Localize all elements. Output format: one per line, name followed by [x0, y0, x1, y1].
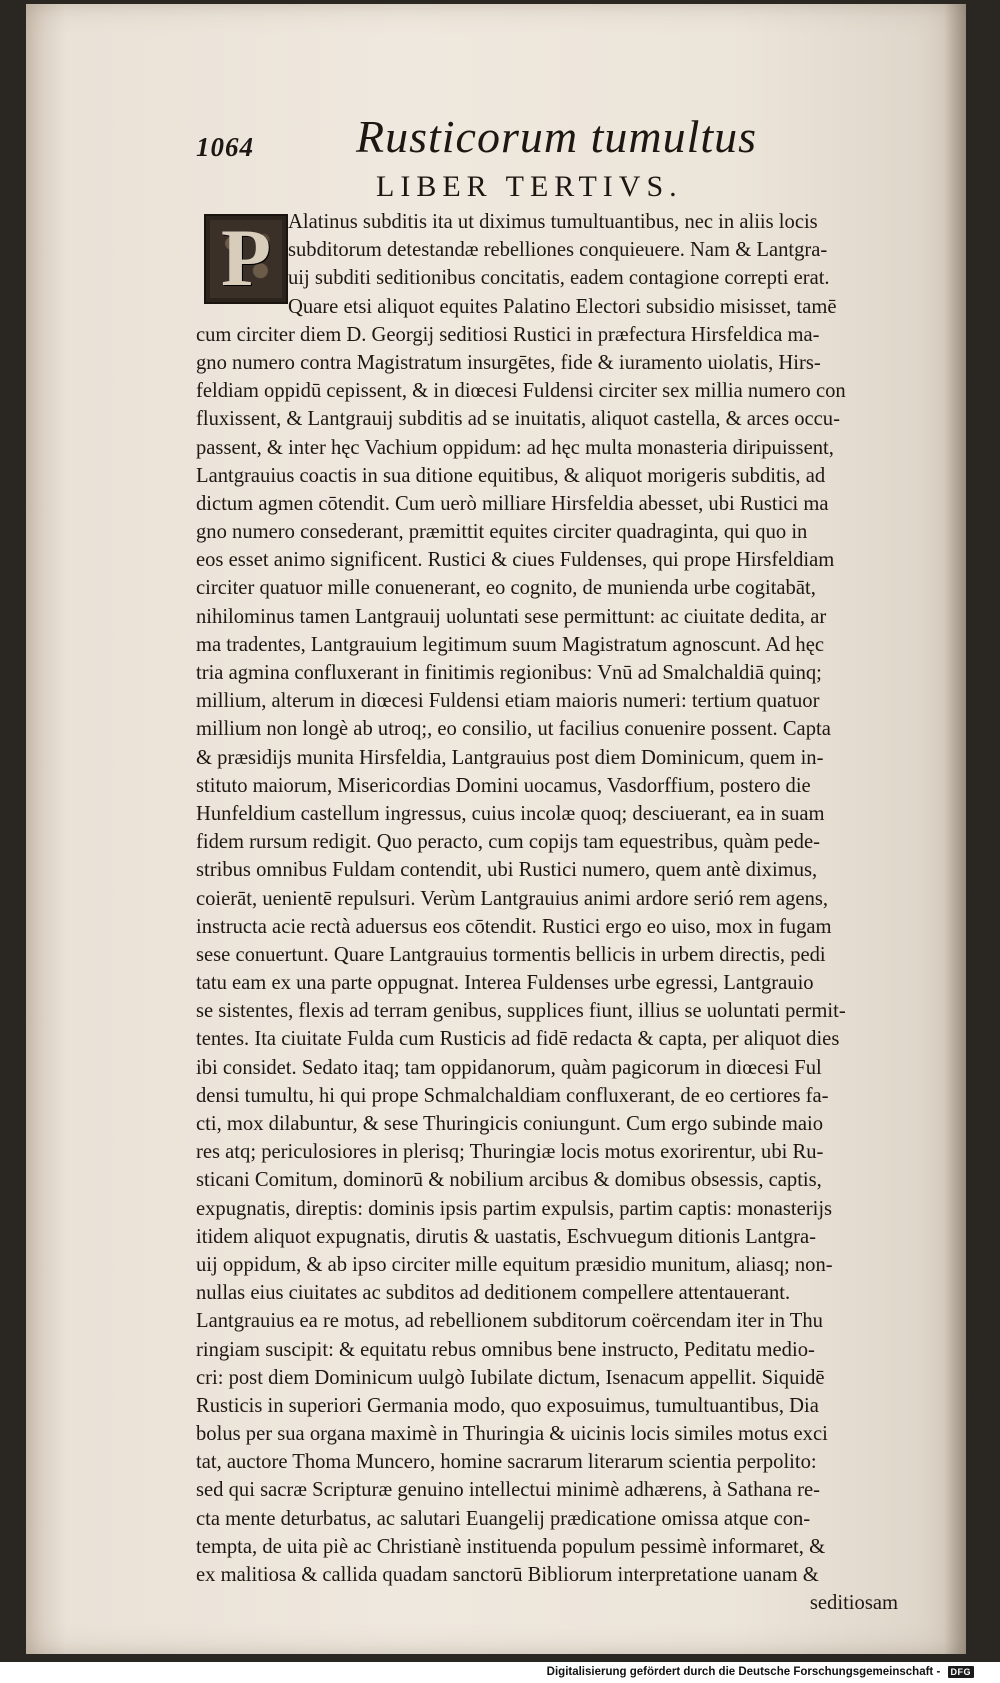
text-line: millium, alterum in diœcesi Fuldensi etiam maioris numeri: tertium quatuor: [196, 690, 820, 713]
text-line: cri: post diem Dominicum uulgò Iubilate dictum, Isenacum appellit. Siquidē: [196, 1366, 825, 1389]
page-gutter-shadow: [944, 4, 966, 1654]
text-line: dictum agmen cōtendit. Cum uerò milliare Hirsfeldia abesset, ubi Rustici ma: [196, 492, 829, 515]
text-line: bolus per sua organa maximè in Thuringia & uicinis locis similes motus exci: [196, 1423, 828, 1446]
text-line: Hunfeldium castellum ingressus, cuius incolæ quoq; desciuerant, ea in suam: [196, 802, 825, 825]
credit-text: Digitalisierung gefördert durch die Deutsche Forschungsgemeinschaft -: [546, 1666, 941, 1679]
text-line: sese conuertunt. Quare Lantgrauius tormentis bellicis in urbem directis, pedi: [196, 943, 826, 966]
text-line: tentes. Ita ciuitate Fulda cum Rusticis ad fidē redacta & capta, per aliquot dies: [196, 1028, 840, 1051]
text-line: cum circiter diem D. Georgij seditiosi Rustici in præfectura Hirsfeldica ma-: [196, 323, 820, 346]
text-line: cta mente deturbatus, ac salutari Euangelij prædicatione omissa atque con-: [196, 1507, 811, 1530]
text-line: tempta, de uita piè ac Christianè instituenda populum pessimè informaret, &: [196, 1535, 826, 1558]
text-line: res atq; periculosiores in plerisq; Thuringiæ locis motus exorirentur, ubi Ru-: [196, 1141, 824, 1164]
text-line: nihilominus tamen Lantgrauij uoluntati sese permittunt: ac ciuitate dedita, ar: [196, 605, 827, 628]
text-line: cti, mox dilabuntur, & sese Thuringicis coniungunt. Cum ergo subinde maio: [196, 1113, 824, 1135]
text-line: & præsidijs munita Hirsfeldia, Lantgrauius post diem Dominicum, quem in-: [196, 746, 824, 769]
text-line: subditorum detestandæ rebelliones conquieuere. Nam & Lantgra-: [288, 239, 828, 262]
text-line: gno numero consederant, præmittit equites circiter quadraginta, qui quo in: [196, 521, 808, 544]
text-line: se sistentes, flexis ad terram genibus, supplices fiunt, illius se uoluntati permit-: [196, 1000, 846, 1023]
text-line: eos esset animo significent. Rustici & ciues Fuldenses, qui prope Hirsfeldiam: [196, 549, 835, 572]
text-line: tria agmina confluxerant in finitimis regionibus: Vnū ad Smalchaldiā quinq;: [196, 662, 822, 684]
dfg-logo: DFG: [948, 1666, 975, 1678]
text-line: expugnatis, direptis: dominis ipsis partim expulsis, partim captis: monasterijs: [196, 1197, 833, 1220]
digitization-credit: [547, 1666, 974, 1678]
book-page: [26, 4, 966, 1654]
book-title: LIBER TERTIVS.: [376, 170, 683, 203]
text-line: Lantgrauius ea re motus, ad rebellionem subditorum coërcendam iter in Thu: [196, 1310, 823, 1333]
page-edge-stain: [26, 4, 66, 1654]
text-line: Quare etsi aliquot equites Palatino Electori subsidio misisset, tamē: [288, 295, 837, 318]
text-line: sticani Comitum, dominorū & nobilium arcibus & domibus obsessis, captis,: [196, 1169, 822, 1192]
text-line: densi tumultu, hi qui prope Schmalchaldiam confluxerant, de eo certiores fa-: [196, 1084, 829, 1107]
text-line: fidem rursum redigit. Quo peracto, cum copijs tam equestribus, quàm pede-: [196, 831, 820, 854]
text-line: stituto maiorum, Misericordias Domini uocamus, Vasdorffium, postero die: [196, 774, 811, 797]
text-line: ibi considet. Sedato itaq; tam oppidanorum, quàm pagicorum in diœcesi Ful: [196, 1056, 822, 1079]
text-line: passent, & inter hęc Vachium oppidum: ad hęc multa monasteria diripuissent,: [196, 436, 834, 459]
text-line: Lantgrauius coactis in sua ditione equitibus, & aliquot morigeris subditis, ad: [196, 464, 826, 487]
body-text: [196, 208, 902, 1617]
text-line: sed qui sacræ Scripturæ genuino intellectui minimè adhærens, à Sathana re-: [196, 1479, 820, 1502]
text-line: coierāt, uenientē repulsuri. Verùm Lantgrauius animi ardore serió rem agens,: [196, 887, 829, 910]
text-line: ex malitiosa & callida quadam sanctorū Bibliorum interpretatione uanam &: [196, 1564, 819, 1586]
text-line: tatu eam ex una parte oppugnat. Interea Fuldenses urbe egressi, Lantgrauio: [196, 972, 814, 995]
text-line: tat, auctore Thoma Muncero, homine sacrarum literarum scientia perpolito:: [196, 1451, 817, 1474]
text-line: nullas eius ciuitates ac subditos ad deditionem compellere attentauerant.: [196, 1282, 791, 1305]
text-line: ringiam suscipit: & equitatu rebus omnibus bene instructo, Peditatu medio-: [196, 1338, 815, 1361]
text-line: gno numero contra Magistratum insurgētes, fide & iuramento uiolatis, Hirs-: [196, 351, 821, 374]
text-line: Alatinus subditis ita ut diximus tumultuantibus, nec in aliis locis: [288, 211, 818, 233]
page-number: 1064: [196, 132, 254, 162]
text-line: Rusticis in superiori Germania modo, quo exposuimus, tumultuantibus, Dia: [196, 1394, 819, 1417]
text-line: uij oppidum, & ab ipso circiter mille equitum præsidio munitum, aliasq; non-: [196, 1253, 833, 1276]
text-line: ma tradentes, Lantgrauium legitimum suum Magistratum agnoscunt. Ad hęc: [196, 633, 824, 656]
text-line: uij subditi seditionibus concitatis, eadem contagione correpti erat.: [288, 267, 830, 290]
text-line: fluxissent, & Lantgrauij subditis ad se inuitatis, aliquot castella, & arces occu-: [196, 408, 840, 431]
text-line: stribus omnibus Fuldam contendit, ubi Rustici numero, quem antè diximus,: [196, 859, 818, 882]
initial-letter: P: [220, 212, 272, 303]
text-line: seditiosam: [809, 1592, 898, 1615]
text-line: feldiam oppidū cepissent, & in diœcesi Fuldensi circiter sex millia numero con: [196, 380, 846, 403]
text-line: circiter quatuor mille conuenerant, eo cognito, de munienda urbe cogitabāt,: [196, 577, 816, 600]
text-line: millium non longè ab utroq;, eo consilio, ut facilius conuenire possent. Capta: [196, 718, 831, 741]
text-line: itidem aliquot expugnatis, dirutis & uastatis, Eschvuegum ditionis Lantgra-: [196, 1225, 817, 1248]
running-head: Rusticorum tumultus: [356, 111, 758, 162]
text-line: instructa acie rectà aduersus eos cōtendit. Rustici ergo eo uiso, mox in fugam: [196, 915, 832, 938]
